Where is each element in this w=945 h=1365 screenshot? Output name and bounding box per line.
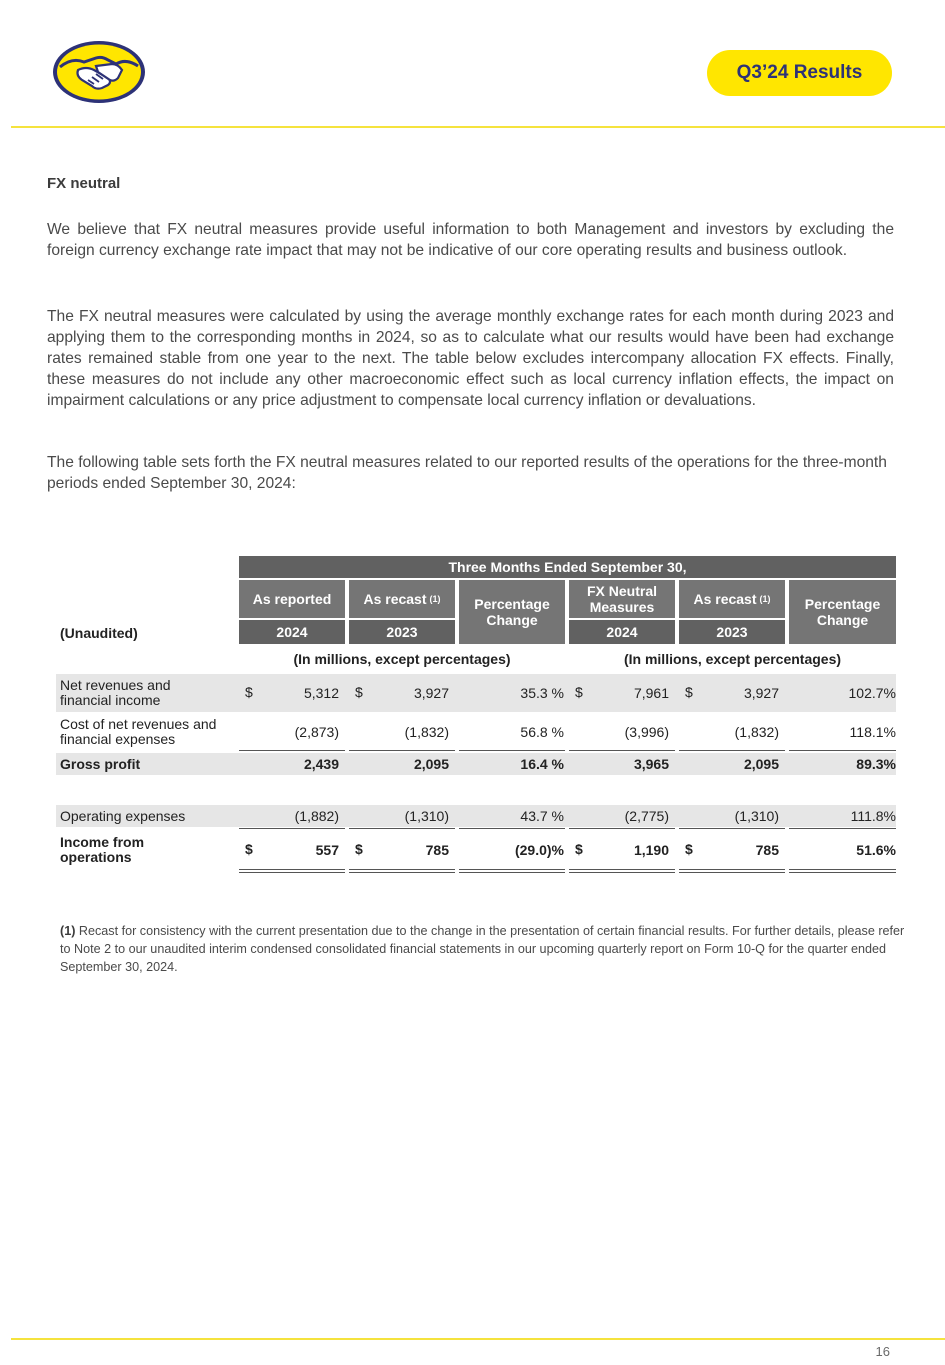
value-recast: 3,927 [413, 685, 449, 701]
currency-symbol: $ [355, 841, 363, 857]
col-header-pct-change: Percentage Change [459, 580, 565, 644]
paragraph-intro: We believe that FX neutral measures provide useful information to both Management and investors by excluding the foreign currency exchange rate impact that may not be indicative of our core operating results and business outlook. [47, 221, 894, 259]
col-header-as-reported: As reported [239, 580, 345, 618]
total-double-underline [569, 869, 675, 873]
value-recast-2: 3,927 [743, 685, 779, 701]
currency-symbol: $ [685, 684, 693, 700]
value-fx: 7,961 [633, 685, 669, 701]
units-left: (In millions, except percentages) [293, 651, 511, 667]
paragraph-table-intro: The following table sets forth the FX neutral measures related to our reported results of the operations for the three-month periods ended September 30, 2024: [47, 454, 887, 492]
value-pct: (29.0)% [514, 842, 564, 858]
period-header: Three Months Ended September 30, [239, 556, 896, 578]
value-fx: (3,996) [624, 724, 669, 740]
footnote-text: Recast for consistency with the current presentation due to the change in the presentation of certain financial results. For further details, please refer to Note 2 to our unaudited interim condensed consolidated financial statements in our upcoming quarterly report on Form 10-Q for the quarter ended September 30, 2024. [60, 924, 905, 974]
subtotal-underline [459, 750, 565, 751]
currency-symbol: $ [245, 841, 253, 857]
value-recast-2: 2,095 [743, 756, 779, 772]
currency-symbol: $ [355, 684, 363, 700]
col-header-as-recast: As recast (1) [349, 580, 455, 618]
units-right: (In millions, except percentages) [623, 651, 842, 667]
value-recast: (1,832) [404, 724, 449, 740]
quarter-results-badge: Q3’24 Results [707, 50, 892, 96]
col-header-pct-change-2: Percentage Change [789, 580, 896, 644]
value-pct-2: 118.1% [849, 724, 896, 740]
paragraph-method: The FX neutral measures were calculated by using the average monthly exchange rates for each month during 2023 and applying them to the corresponding months in 2024, so as to calculate what our results would have been had exchange rates remained stable from one year to the next. The table below excludes intercompany allocation FX effects. Finally, these measures do not include any other macroeconomic effect such as local currency inflation effects, the impact on impairment calculations or any price adjustment to compensate local currency inflation or devaluations. [47, 308, 894, 409]
value-reported: (2,873) [294, 724, 339, 740]
total-double-underline [679, 869, 785, 873]
year-2024-header: 2024 [239, 620, 345, 644]
year-2023-header-b: 2023 [679, 620, 785, 644]
value-recast: 2,095 [413, 756, 449, 772]
col-header-fx-neutral: FX Neutral Measures [569, 580, 675, 618]
footnote [60, 922, 910, 976]
subtotal-underline [239, 828, 345, 829]
currency-symbol: $ [575, 684, 583, 700]
value-recast-2: 785 [755, 842, 779, 858]
year-2023-header: 2023 [349, 620, 455, 644]
handshake-logo-icon [52, 40, 146, 104]
value-reported: 5,312 [303, 685, 339, 701]
currency-symbol: $ [245, 684, 253, 700]
value-pct-2: 102.7% [848, 685, 896, 701]
subtotal-underline [569, 750, 675, 751]
row-label: Gross profit [60, 755, 141, 772]
value-fx: (2,775) [624, 808, 669, 824]
value-recast: (1,310) [404, 808, 449, 824]
value-recast-2: (1,310) [734, 808, 779, 824]
page-number: 16 [875, 1344, 890, 1359]
value-pct: 35.3 % [520, 685, 564, 701]
value-pct-2: 51.6% [856, 842, 896, 858]
footnote-marker: (1) [60, 924, 76, 938]
subtotal-underline [459, 828, 565, 829]
value-pct-2: 111.8% [850, 808, 896, 824]
subtotal-underline [349, 828, 455, 829]
value-recast-2: (1,832) [734, 724, 779, 740]
value-fx: 1,190 [633, 842, 669, 858]
currency-symbol: $ [685, 841, 693, 857]
row-label: Operating expenses [60, 807, 186, 824]
header-divider [11, 126, 945, 128]
subtotal-underline [789, 750, 896, 751]
value-pct: 56.8 % [520, 724, 564, 740]
total-double-underline [789, 869, 896, 873]
value-reported: 557 [315, 842, 339, 858]
value-fx: 3,965 [633, 756, 669, 772]
value-pct: 43.7 % [520, 808, 564, 824]
section-title: FX neutral [47, 175, 121, 192]
year-2024-header-b: 2024 [569, 620, 675, 644]
value-pct-2: 89.3% [856, 756, 896, 772]
footer-divider [11, 1338, 945, 1340]
subtotal-underline [569, 828, 675, 829]
total-double-underline [349, 869, 455, 873]
row-label: Cost of net revenues and financial expenses [60, 716, 217, 747]
subtotal-underline [679, 828, 785, 829]
row-label: Net revenues and financial income [60, 677, 171, 708]
subtotal-underline [789, 828, 896, 829]
subtotal-underline [349, 750, 455, 751]
value-reported: (1,882) [294, 808, 339, 824]
row-label: Income from operations [60, 834, 145, 865]
total-double-underline [239, 869, 345, 873]
fx-neutral-table [56, 556, 896, 886]
value-recast: 785 [425, 842, 449, 858]
currency-symbol: $ [575, 841, 583, 857]
value-pct: 16.4 % [520, 756, 564, 772]
subtotal-underline [679, 750, 785, 751]
value-reported: 2,439 [303, 756, 339, 772]
total-double-underline [459, 869, 565, 873]
unaudited-label: (Unaudited) [60, 624, 138, 641]
subtotal-underline [239, 750, 345, 751]
col-header-as-recast-2: As recast (1) [679, 580, 785, 618]
